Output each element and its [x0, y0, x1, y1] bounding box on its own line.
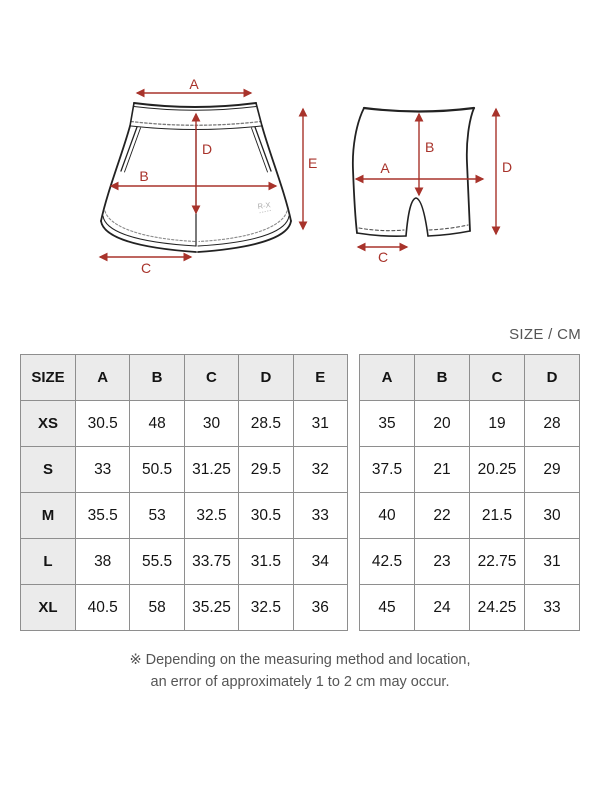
cell-b: 22: [415, 493, 470, 539]
cell-e: 33: [293, 493, 347, 539]
size-row-xl: [360, 585, 580, 631]
cell-d: 31: [525, 539, 580, 585]
cell-b: 53: [130, 493, 184, 539]
fitted-shorts-measure-labels: [378, 139, 512, 265]
size-row-xs: [360, 401, 580, 447]
col-header-a: A: [360, 355, 415, 401]
size-tables: [0, 354, 600, 631]
measure-label-e: E: [308, 155, 318, 171]
cell-b: 48: [130, 401, 184, 447]
cell-a: 33: [76, 447, 130, 493]
col-header-size: SIZE: [21, 355, 76, 401]
size-row-l: [21, 539, 348, 585]
size-unit-label: SIZE / CM: [509, 326, 581, 343]
col-header-c: C: [184, 355, 238, 401]
brand-logo-text: R-X: [257, 200, 272, 211]
cell-a: 37.5: [360, 447, 415, 493]
size-row-s: [360, 447, 580, 493]
cell-d: 29.5: [239, 447, 293, 493]
cell-a: 40: [360, 493, 415, 539]
cell-d: 29: [525, 447, 580, 493]
measure-label-c: C: [377, 249, 389, 265]
col-header-a: A: [76, 355, 130, 401]
cell-c: 19: [470, 401, 525, 447]
cell-a: 42.5: [360, 539, 415, 585]
cell-d: 28: [525, 401, 580, 447]
cell-d: 30.5: [239, 493, 293, 539]
col-header-c: C: [470, 355, 525, 401]
cell-b: 58: [130, 585, 184, 631]
col-header-d: D: [525, 355, 580, 401]
cell-c: 31.25: [184, 447, 238, 493]
cell-b: 24: [415, 585, 470, 631]
cell-b: 50.5: [130, 447, 184, 493]
cell-c: 32.5: [184, 493, 238, 539]
size-row-m: [360, 493, 580, 539]
measure-label-a: A: [189, 76, 199, 92]
measure-label-b: B: [139, 168, 149, 184]
size-name: XL: [21, 585, 76, 631]
size-name: XS: [21, 401, 76, 447]
table-header-row: [21, 355, 348, 401]
cell-e: 36: [293, 585, 347, 631]
cell-a: 40.5: [76, 585, 130, 631]
cell-c: 33.75: [184, 539, 238, 585]
size-row-xl: [21, 585, 348, 631]
cell-d: 30: [525, 493, 580, 539]
disclaimer-line-1: ※ Depending on the measuring method and location,: [129, 652, 471, 668]
measure-label-d: D: [502, 159, 513, 175]
size-name: S: [21, 447, 76, 493]
cell-a: 38: [76, 539, 130, 585]
cell-b: 20: [415, 401, 470, 447]
cell-b: 55.5: [130, 539, 184, 585]
cell-c: 35.25: [184, 585, 238, 631]
cell-a: 45: [360, 585, 415, 631]
loose-shorts-size-table: [20, 354, 348, 631]
measure-label-c: C: [140, 260, 152, 276]
cell-e: 32: [293, 447, 347, 493]
cell-c: 30: [184, 401, 238, 447]
size-row-m: [21, 493, 348, 539]
fitted-shorts-outline: [353, 108, 474, 236]
measure-label-a: A: [380, 160, 390, 176]
cell-e: 34: [293, 539, 347, 585]
shorts-measurement-diagrams: [0, 0, 600, 312]
brand-logo: [257, 200, 272, 213]
fitted-shorts-size-table: [359, 354, 580, 631]
size-row-xs: [21, 401, 348, 447]
cell-c: 24.25: [470, 585, 525, 631]
cell-d: 32.5: [239, 585, 293, 631]
cell-a: 30.5: [76, 401, 130, 447]
col-header-b: B: [415, 355, 470, 401]
cell-d: 28.5: [239, 401, 293, 447]
cell-d: 33: [525, 585, 580, 631]
measure-label-b: B: [425, 139, 435, 155]
disclaimer-line-2: an error of approximately 1 to 2 cm may occur.: [150, 673, 450, 690]
cell-d: 31.5: [239, 539, 293, 585]
size-row-s: [21, 447, 348, 493]
cell-c: 21.5: [470, 493, 525, 539]
cell-c: 20.25: [470, 447, 525, 493]
cell-c: 22.75: [470, 539, 525, 585]
size-name: M: [21, 493, 76, 539]
size-name: L: [21, 539, 76, 585]
measurement-disclaimer: [0, 650, 600, 694]
measure-label-d: D: [202, 141, 213, 157]
col-header-b: B: [130, 355, 184, 401]
size-row-l: [360, 539, 580, 585]
col-header-e: E: [293, 355, 347, 401]
table-header-row: [360, 355, 580, 401]
cell-b: 23: [415, 539, 470, 585]
cell-a: 35.5: [76, 493, 130, 539]
cell-b: 21: [415, 447, 470, 493]
cell-e: 31: [293, 401, 347, 447]
cell-a: 35: [360, 401, 415, 447]
col-header-d: D: [239, 355, 293, 401]
